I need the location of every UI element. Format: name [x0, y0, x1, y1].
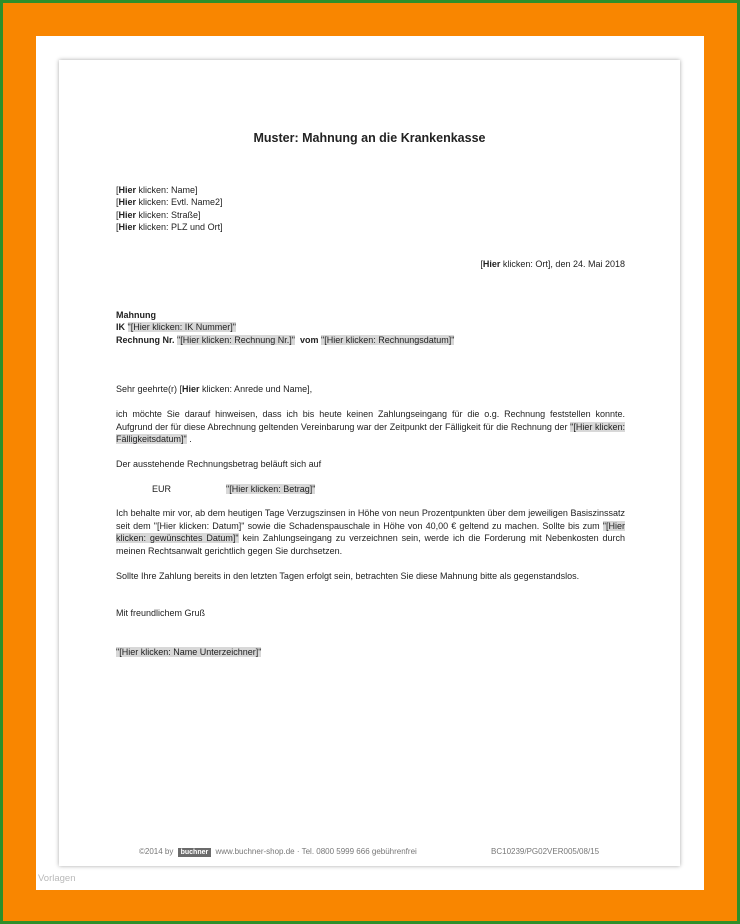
currency-label: EUR	[152, 484, 172, 494]
buchner-logo: buchner	[178, 848, 212, 857]
invoice-number-field[interactable]: "[Hier klicken: Rechnung Nr.]"	[177, 334, 295, 345]
paragraph-2: Der ausstehende Rechnungsbetrag beläuft sich auf	[116, 459, 322, 469]
desired-date-field[interactable]: "[Hier klicken: gewünschtes Datum]"	[116, 520, 625, 544]
address-line-city: [Hier klicken: PLZ und Ort]	[116, 221, 223, 232]
salutation: Sehr geehrte(r) [Hier klicken: Anrede und Name],	[116, 384, 313, 394]
amount-row	[116, 482, 625, 496]
document-page	[59, 60, 680, 866]
signature-field[interactable]: "[Hier klicken: Name Unterzeichner]"	[116, 647, 262, 657]
signature	[116, 646, 625, 658]
invoice-line: Rechnung Nr. "[Hier klicken: Rechnung Nr.]" vom "[Hier klicken: Rechnungsdatum]"	[116, 334, 455, 345]
paragraph-4: Sollte Ihre Zahlung bereits in den letzten Tagen erfolgt sein, betrachten Sie diese Mahnung bitte als gegenstandslos.	[116, 571, 580, 581]
document-code: BC10239/PG02VER005/08/15	[491, 847, 600, 856]
subject-heading: Mahnung	[116, 310, 156, 320]
due-date-field[interactable]: "[Hier klicken: Fälligkeitsdatum]"	[116, 421, 625, 445]
address-line-name2: [Hier klicken: Evtl. Name2]	[116, 197, 223, 208]
amount-field[interactable]: "[Hier klicken: Betrag]"	[226, 484, 316, 494]
closing: Mit freundlichem Gruß	[116, 608, 206, 618]
document-title: Muster: Mahnung an die Krankenkasse	[253, 131, 486, 145]
paragraph-1: ich möchte Sie darauf hinweisen, dass ich bis heute keinen Zahlungseingang für die o.g. Rechnung feststellen konnte. Aufgrund der für diese Abrechnung geltenden Vereinbarung war der Zeitpunkt der Fälligkeit für die Rechnung der "[Hier klicken: Fälligkeitsdatum]" .	[116, 409, 625, 445]
paragraph-3: Ich behalte mir vor, ab dem heutigen Tage Verzugszinsen in Höhe von neun Prozentpunkten über dem jeweiligen Basiszinssatz seit dem "[Hier klicken: Datum]" sowie die Schadenspauschale in Höhe von 40,00 € geltend zu machen. Sollte bis zum "[Hier klicken: gewünschtes Datum]" kein Zahlungseingang zu verzeichnen sein, werde ich die Forderung mit Nebenkosten durch meinen Rechtsanwalt gerichtlich gegen Sie durchsetzen.	[116, 508, 626, 556]
ik-line: IK "[Hier klicken: IK Nummer]"	[116, 322, 236, 333]
address-line-street: [Hier klicken: Straße]	[116, 209, 201, 220]
date-line: [Hier klicken: Ort], den 24. Mai 2018	[480, 259, 625, 269]
invoice-date-field[interactable]: "[Hier klicken: Rechnungsdatum]"	[321, 334, 455, 345]
watermark: Vorlagen	[38, 873, 76, 884]
subject-block	[116, 309, 625, 346]
ik-field[interactable]: "[Hier klicken: IK Nummer]"	[127, 322, 236, 333]
document-footer: ©2014 by buchner www.buchner-shop.de · Tel. 0800 5999 666 gebührenfrei	[139, 847, 417, 856]
address-line-name: [Hier klicken: Name]	[116, 185, 198, 195]
recipient-address	[116, 184, 625, 233]
